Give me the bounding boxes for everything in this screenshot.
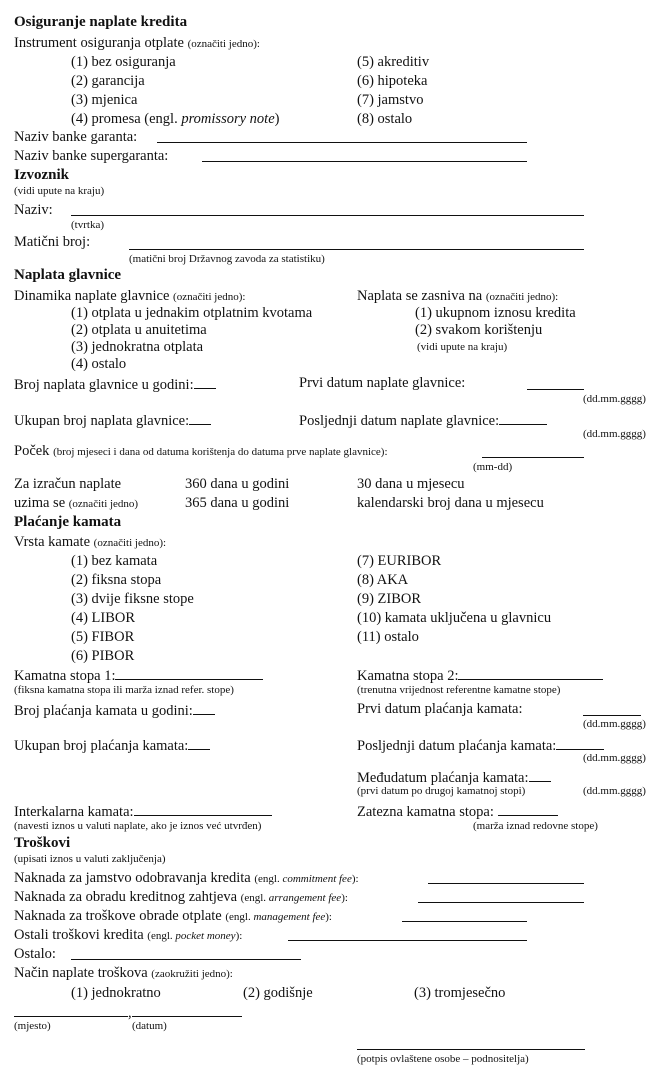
pocek-input[interactable] <box>482 457 584 458</box>
stopa1-label: Kamatna stopa 1: <box>14 667 263 684</box>
ukupan-broj-label: Ukupan broj naplata glavnice: <box>14 412 211 429</box>
naziv-label: Naziv: <box>14 202 53 218</box>
date-format-hint: (dd.mm.gggg) <box>583 785 646 797</box>
datum-hint: (datum) <box>132 1020 167 1032</box>
maticni-input[interactable] <box>129 249 584 250</box>
ukupan-placanja-input[interactable] <box>188 737 210 750</box>
section-title-placanje-kamata: Plaćanje kamata <box>14 514 122 530</box>
option-kamata-8[interactable]: (8) AKA <box>357 572 409 588</box>
medudatum-label: Međudatum plaćanja kamata: <box>357 769 551 786</box>
pocek-format: (mm-dd) <box>473 461 513 473</box>
option-instrument-4[interactable]: (4) promesa (engl. promissory note) <box>71 111 280 127</box>
fee-commitment-input[interactable] <box>428 883 584 884</box>
broj-placanja-label: Broj plaćanja kamata u godini: <box>14 702 215 719</box>
broj-naplata-label: Broj naplata glavnice u godini: <box>14 376 216 393</box>
fee-arrangement: Naknada za obradu kreditnog zahtjeva (engl. arrangement fee): <box>14 889 348 905</box>
option-dinamika-3[interactable]: (3) jednokratna otplata <box>71 339 204 355</box>
nacin-naplate-label: Način naplate troškova (zaokružiti jedno): <box>14 965 233 981</box>
option-dinamika-2[interactable]: (2) otplata u anuitetima <box>71 322 207 338</box>
posljednji-datum-glavnice-label: Posljednji datum naplate glavnice: <box>299 412 547 429</box>
broj-placanja-input[interactable] <box>193 702 215 715</box>
stopa1-hint: (fiksna kamatna stopa ili marža iznad refer. stope) <box>14 684 234 696</box>
naziv-input[interactable] <box>71 215 584 216</box>
vrsta-kamate-label: Vrsta kamate (označiti jedno): <box>14 534 167 550</box>
option-instrument-7[interactable]: (7) jamstvo <box>357 92 424 108</box>
prvi-datum-glavnice-label: Prvi datum naplate glavnice: <box>299 375 466 391</box>
fee-arrangement-input[interactable] <box>418 902 584 903</box>
ukupan-placanja-label: Ukupan broj plaćanja kamata: <box>14 737 210 754</box>
garant-label: Naziv banke garanta: <box>14 129 138 145</box>
stopa1-input[interactable] <box>115 667 263 680</box>
interkalarna-input[interactable] <box>134 803 272 816</box>
section-title-naplata-glavnice: Naplata glavnice <box>14 267 122 283</box>
date-format-hint: (dd.mm.gggg) <box>583 718 646 730</box>
option-instrument-1[interactable]: (1) bez osiguranja <box>71 54 176 70</box>
option-kamata-5[interactable]: (5) FIBOR <box>71 629 135 645</box>
maticni-hint: (matični broj Državnog zavoda za statistiku) <box>129 253 325 265</box>
option-dinamika-4[interactable]: (4) ostalo <box>71 356 127 372</box>
option-kamata-4[interactable]: (4) LIBOR <box>71 610 136 626</box>
fee-pocket-money: Ostali troškovi kredita (engl. pocket money): <box>14 927 243 943</box>
garant-input[interactable] <box>157 142 527 143</box>
option-360-dana[interactable]: 360 dana u godini <box>185 476 290 492</box>
date-format-hint: (dd.mm.gggg) <box>583 428 646 440</box>
zasniva-note: (vidi upute na kraju) <box>417 341 508 353</box>
zasniva-label: Naplata se zasniva na (označiti jedno): <box>357 288 559 304</box>
section-title-izvoznik: Izvoznik <box>14 167 70 183</box>
option-kamata-3[interactable]: (3) dvije fiksne stope <box>71 591 194 607</box>
prvi-datum-kamata-input[interactable] <box>583 715 641 716</box>
option-kamata-9[interactable]: (9) ZIBOR <box>357 591 422 607</box>
option-jednokratno[interactable]: (1) jednokratno <box>71 985 161 1001</box>
stopa2-label: Kamatna stopa 2: <box>357 667 603 684</box>
prvi-datum-glavnice-input[interactable] <box>527 389 584 390</box>
option-instrument-5[interactable]: (5) akreditiv <box>357 54 430 70</box>
potpis-input[interactable] <box>357 1049 585 1050</box>
section-title-osiguranje: Osiguranje naplate kredita <box>14 14 188 30</box>
option-godisnje[interactable]: (2) godišnje <box>243 985 313 1001</box>
medudatum-input[interactable] <box>529 769 551 782</box>
mjesto-input[interactable] <box>14 1016 128 1017</box>
instrument-label: Instrument osiguranja otplate (označiti jedno): <box>14 35 260 51</box>
option-kamata-11[interactable]: (11) ostalo <box>357 629 419 645</box>
date-format-hint: (dd.mm.gggg) <box>583 393 646 405</box>
maticni-label: Matični broj: <box>14 234 91 250</box>
option-kamata-6[interactable]: (6) PIBOR <box>71 648 135 664</box>
interkalarna-hint: (navesti iznos u valuti naplate, ako je iznos već utvrđen) <box>14 820 262 832</box>
option-kamata-1[interactable]: (1) bez kamata <box>71 553 158 569</box>
fee-pocket-money-input[interactable] <box>288 940 527 941</box>
zatezna-label: Zatezna kamatna stopa: <box>357 803 558 820</box>
supergarant-input[interactable] <box>202 161 527 162</box>
option-instrument-2[interactable]: (2) garancija <box>71 73 145 89</box>
izvoznik-note: (vidi upute na kraju) <box>14 185 105 197</box>
pocek-label: Poček (broj mjeseci i dana od datuma korištenja do datuma prve naplate glavnice): <box>14 443 388 459</box>
option-tromjesecno[interactable]: (3) tromjesečno <box>414 985 506 1001</box>
posljednji-datum-kamata-input[interactable] <box>556 737 604 750</box>
interkalarna-label: Interkalarna kamata: <box>14 803 272 820</box>
stopa2-hint: (trenutna vrijednost referentne kamatne stope) <box>357 684 561 696</box>
option-365-dana[interactable]: 365 dana u godini <box>185 495 290 511</box>
option-kamata-7[interactable]: (7) EURIBOR <box>357 553 442 569</box>
option-instrument-3[interactable]: (3) mjenica <box>71 92 138 108</box>
stopa2-input[interactable] <box>458 667 603 680</box>
option-zasniva-2[interactable]: (2) svakom korištenju <box>415 322 543 338</box>
option-kamata-10[interactable]: (10) kamata uključena u glavnicu <box>357 610 552 626</box>
mjesto-hint: (mjesto) <box>14 1020 51 1032</box>
ukupan-broj-input[interactable] <box>189 412 211 425</box>
izracun-label-2: uzima se (označiti jedno) <box>14 495 139 511</box>
datum-input[interactable] <box>132 1016 242 1017</box>
option-zasniva-1[interactable]: (1) ukupnom iznosu kredita <box>415 305 576 321</box>
fee-management-input[interactable] <box>402 921 527 922</box>
broj-naplata-input[interactable] <box>194 376 216 389</box>
posljednji-datum-kamata-label: Posljednji datum plaćanja kamata: <box>357 737 604 754</box>
medudatum-hint: (prvi datum po drugoj kamatnoj stopi) <box>357 785 526 797</box>
fee-commitment: Naknada za jamstvo odobravanja kredita (engl. commitment fee): <box>14 870 359 886</box>
option-dinamika-1[interactable]: (1) otplata u jednakim otplatnim kvotama <box>71 305 313 321</box>
posljednji-datum-glavnice-input[interactable] <box>499 412 547 425</box>
potpis-hint: (potpis ovlaštene osobe – podnositelja) <box>357 1053 529 1065</box>
option-instrument-6[interactable]: (6) hipoteka <box>357 73 428 89</box>
ostalo-input[interactable] <box>71 959 301 960</box>
option-kamata-2[interactable]: (2) fiksna stopa <box>71 572 162 588</box>
supergarant-label: Naziv banke supergaranta: <box>14 148 169 164</box>
troskovi-note: (upisati iznos u valuti zaključenja) <box>14 853 166 865</box>
ostalo-label: Ostalo: <box>14 946 56 962</box>
option-instrument-8[interactable]: (8) ostalo <box>357 111 413 127</box>
section-title-troskovi: Troškovi <box>14 835 71 851</box>
comma: , <box>128 1005 132 1021</box>
option-30-dana[interactable]: 30 dana u mjesecu <box>357 476 465 492</box>
naziv-hint: (tvrtka) <box>71 219 104 231</box>
zatezna-input[interactable] <box>498 803 558 816</box>
option-kalendarski[interactable]: kalendarski broj dana u mjesecu <box>357 495 544 511</box>
dinamika-label: Dinamika naplate glavnice (označiti jedno): <box>14 288 246 304</box>
fee-management: Naknada za troškove obrade otplate (engl. management fee): <box>14 908 332 924</box>
zatezna-hint: (marža iznad redovne stope) <box>473 820 598 832</box>
date-format-hint: (dd.mm.gggg) <box>583 752 646 764</box>
izracun-label-1: Za izračun naplate <box>14 476 122 492</box>
prvi-datum-kamata-label: Prvi datum plaćanja kamata: <box>357 701 523 717</box>
